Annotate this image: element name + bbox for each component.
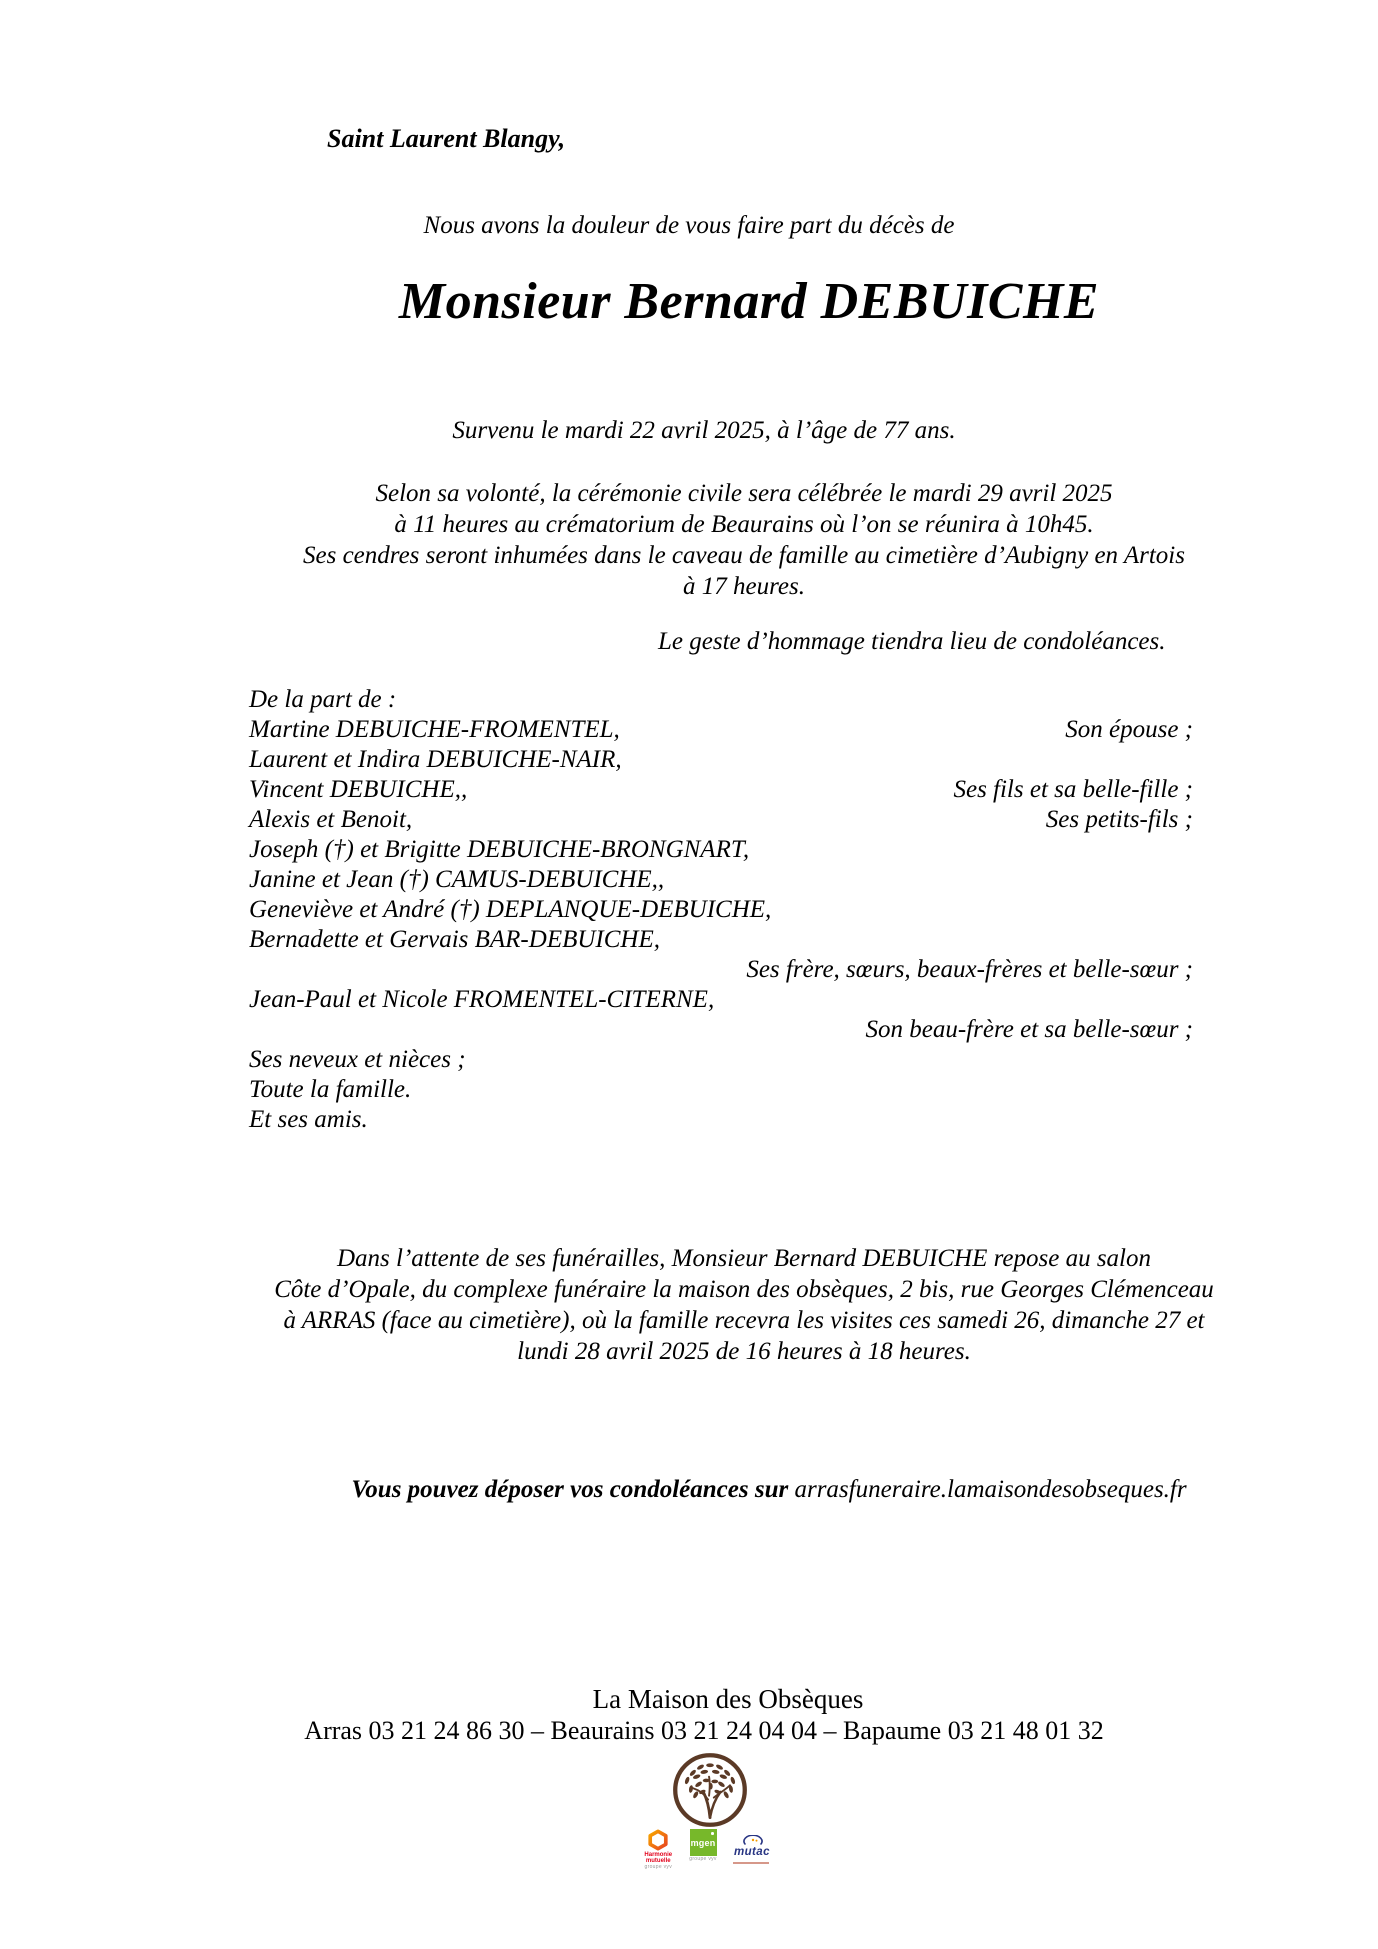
family-right-text: Ses frère, sœurs, beaux-frères et belle-sœur ;: [746, 956, 1193, 983]
harmonie-mutuelle-logo: [641, 1829, 675, 1871]
family-left-text: Bernadette et Gervais BAR-DEBUICHE,: [249, 926, 660, 953]
family-row: [249, 805, 1193, 835]
family-right-text: Ses petits-fils ;: [1045, 806, 1193, 833]
ceremony-line: à 17 heures.: [683, 573, 805, 600]
family-left-text: Geneviève et André (†) DEPLANQUE-DEBUICHE,: [249, 896, 772, 923]
family-list: [249, 685, 1193, 1135]
repose-line: lundi 28 avril 2025 de 16 heures à 18 heures.: [517, 1338, 971, 1365]
mgen-dot-icon: [711, 1832, 714, 1835]
family-row: [249, 1075, 1193, 1105]
ceremony-paragraph: [55, 478, 1378, 602]
family-row: [249, 835, 1193, 865]
repose-paragraph: [55, 1243, 1378, 1367]
family-left-text: Toute la famille.: [249, 1076, 412, 1103]
family-right-text: Son beau-frère et sa belle-sœur ;: [865, 1016, 1193, 1043]
mutac-logo: [731, 1835, 771, 1864]
repose-line: à ARRAS (face au cimetière), où la famille recevra les visites ces samedi 26, dimanche 27 et: [283, 1307, 1205, 1334]
family-row: [249, 865, 1193, 895]
mutac-wordmark: mutac: [733, 1846, 770, 1858]
intro-line: Nous avons la douleur de vous faire part du décès de: [423, 212, 955, 239]
ceremony-line: Ses cendres seront inhumées dans le caveau de famille au cimetière d’Aubigny en Artois: [303, 542, 1185, 569]
tribute-line: Le geste d’hommage tiendra lieu de condoléances.: [658, 628, 1166, 655]
ceremony-line: Selon sa volonté, la cérémonie civile sera célébrée le mardi 29 avril 2025: [375, 480, 1113, 507]
repose-line: Côte d’Opale, du complexe funéraire la maison des obsèques, 2 bis, rue Georges Clémenceau: [274, 1276, 1214, 1303]
family-left-text: Vincent DEBUICHE,,: [249, 776, 468, 803]
mutac-swoosh-icon: [731, 1835, 771, 1861]
family-left-text: Ses neveux et nièces ;: [249, 1046, 466, 1073]
mgen-group-text: groupe vyv: [689, 1856, 717, 1862]
family-row: [249, 775, 1193, 805]
mgen-square-icon: [690, 1829, 717, 1856]
deceased-name-title: Monsieur Bernard DEBUICHE: [398, 273, 1100, 330]
family-left-text: Et ses amis.: [249, 1106, 368, 1133]
family-row: [249, 895, 1193, 925]
family-row: [249, 925, 1193, 955]
family-left-text: De la part de :: [249, 686, 397, 713]
repose-line: Dans l’attente de ses funérailles, Monsieur Bernard DEBUICHE repose au salon: [336, 1245, 1151, 1272]
family-left-text: Laurent et Indira DEBUICHE-NAIR,: [249, 746, 622, 773]
family-row: [249, 715, 1193, 745]
family-row: [249, 1045, 1193, 1075]
ceremony-line: à 11 heures au crématorium de Beaurains où l’on se réunira à 10h45.: [394, 511, 1094, 538]
condolences-url-text: arrasfuneraire.lamaisondesobseques.fr: [794, 1476, 1187, 1503]
tree-logo-icon: [669, 1750, 751, 1830]
partner-logos-row: [17, 1829, 1378, 1871]
family-left-text: Jean-Paul et Nicole FROMENTEL-CITERNE,: [249, 986, 715, 1013]
family-right-text: Ses fils et sa belle-fille ;: [953, 776, 1193, 803]
condolences-line: [80, 1476, 1378, 1504]
death-date-line: Survenu le mardi 22 avril 2025, à l’âge de 77 ans.: [452, 417, 956, 444]
funeral-home-name: La Maison des Obsèques: [592, 1684, 864, 1714]
city-line: Saint Laurent Blangy,: [327, 124, 566, 153]
mutac-tagline-rule: [733, 1862, 769, 1864]
mgen-wordmark: mgen: [690, 1837, 716, 1848]
family-row: [249, 955, 1193, 985]
family-left-text: Janine et Jean (†) CAMUS-DEBUICHE,,: [249, 866, 665, 893]
family-left-text: Martine DEBUICHE-FROMENTEL,: [249, 716, 620, 743]
family-row: [249, 1015, 1193, 1045]
footer-phone-line: Arras 03 21 24 86 30 – Beaurains 03 21 24 04 04 – Bapaume 03 21 48 01 32: [304, 1716, 1104, 1745]
condolences-bold-text: Vous pouvez déposer vos condoléances sur: [351, 1476, 795, 1503]
family-row: [249, 745, 1193, 775]
family-row: [249, 685, 1193, 715]
family-row: [249, 1105, 1193, 1135]
harmonie-hexagon-icon: [647, 1829, 669, 1851]
family-left-text: Joseph (†) et Brigitte DEBUICHE-BRONGNART,: [249, 836, 750, 863]
mgen-logo: [689, 1829, 716, 1863]
family-left-text: Alexis et Benoit,: [249, 806, 413, 833]
harmonie-wordmark: Harmonie mutuelle: [644, 1852, 673, 1864]
harmonie-group-text: groupe vyv: [644, 1864, 672, 1870]
family-row: [249, 985, 1193, 1015]
family-right-text: Son épouse ;: [1065, 716, 1193, 743]
